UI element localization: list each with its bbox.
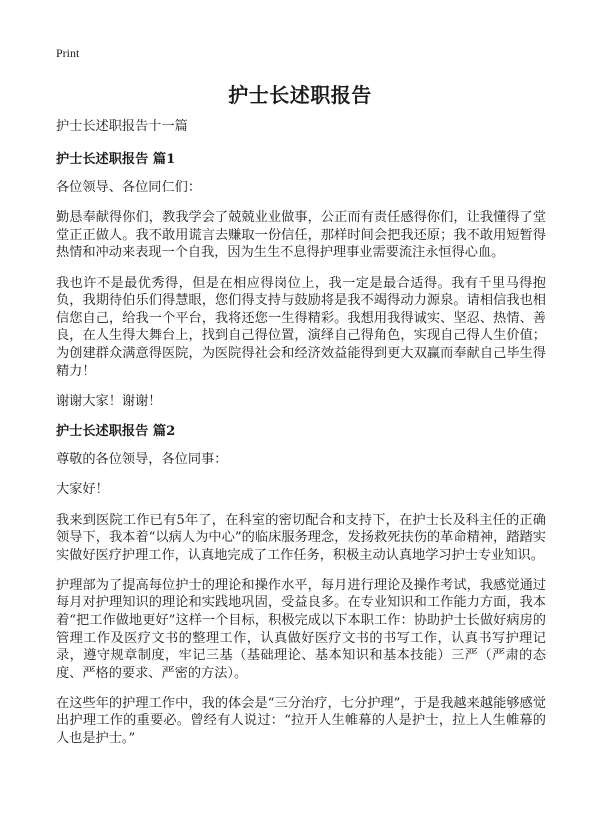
paragraph: 我也许不是最优秀得，但是在相应得岗位上，我一定是最合适得。我有千里马得抱负，我期待伯乐们得慧眼，您们得支持与鼓励将是我不竭得动力源泉。请相信我也相信您自己，给我一个平台，我将还您一生得精彩。我想用我得诚实、坚忍、热情、善良，在人生得大舞台上，找到自己得位置，演绎自己得角色，实现自己得人生价值；为创建群众满意得医院，为医院得社会和经济效益能得到更大双赢而奉献自己毕生得精力！	[56, 275, 546, 379]
paragraph: 护理部为了提高每位护士的理论和操作水平，每月进行理论及操作考试，我感觉通过每月对护理知识的理论和实践地巩固，受益良多。在专业知识和工作能力方面，我本着“把工作做地更好”这样一个目标，积极完成以下本职工作：协助护士长做好病房的管理工作及医疗文书的整理工作，认真做好医疗文书的书写工作，认真书写护理记录，遵守规章制度，牢记三基（基础理论、基本知识和基本技能）三严（严肃的态度、严格的要求、严密的方法）。	[56, 577, 546, 681]
document-body	[56, 118, 546, 760]
paragraph: 勤恳奉献得你们，教我学会了兢兢业业做事，公正而有责任感得你们，让我懂得了堂堂正正做人。我不敢用谎言去赚取一份信任，那样时间会把我还原；我不敢用短暂得热情和冲动来表现一个自我，因为生生不息得护理事业需要流注永恒得心血。	[56, 210, 546, 261]
paragraph: 谢谢大家！谢谢！	[56, 393, 162, 409]
document-subtitle: 护士长述职报告十一篇	[56, 119, 188, 134]
paragraph: 尊敬的各位领导，各位同事：	[56, 452, 228, 468]
print-link[interactable]: Print	[56, 46, 80, 60]
paragraph: 我来到医院工作已有5年了，在科室的密切配合和支持下，在护士长及科主任的正确领导下，我本着“以病人为中心”的临床服务理念，发扬救死扶伤的革命精神，踏踏实实做好医疗护理工作，认真地完成了工作任务，积极主动认真地学习护士专业知识。	[56, 512, 546, 563]
section-heading: 护士长述职报告 篇1	[56, 151, 176, 167]
section-heading: 护士长述职报告 篇2	[56, 423, 176, 439]
paragraph: 在这些年的护理工作中，我的体会是“三分治疗，七分护理”，于是我越来越能够感觉出护理工作的重要必。曾经有人说过：“拉开人生帷幕的人是护士，拉上人生帷幕的人也是护士。”	[56, 695, 546, 747]
paragraph: 各位领导、各位同仁们：	[56, 180, 202, 196]
paragraph: 大家好！	[56, 482, 109, 498]
document-title: 护士长述职报告	[228, 83, 372, 107]
